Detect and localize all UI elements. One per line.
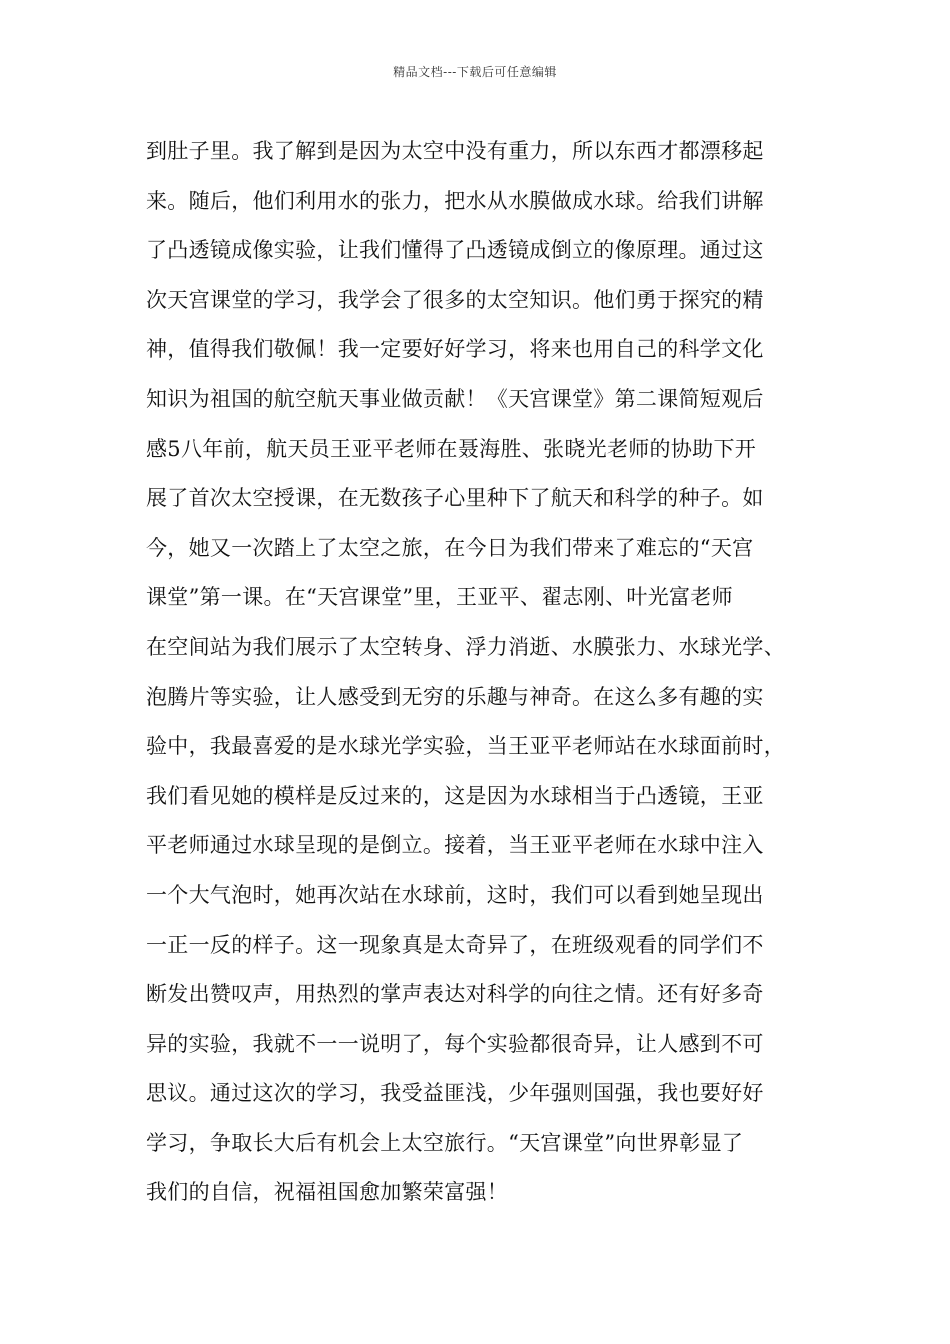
text-line: 了凸透镜成像实验，让我们懂得了凸透镜成倒立的像原理。通过这 <box>146 238 764 263</box>
text-line: 神，值得我们敬佩！我一定要好好学习，将来也用自己的科学文化 <box>146 337 764 362</box>
text-line: 泡腾片等实验，让人感受到无穷的乐趣与神奇。在这么多有趣的实 <box>146 684 764 709</box>
page-header: 精品文档---下载后可任意编辑 <box>393 65 557 79</box>
text-line: 我们看见她的模样是反过来的，这是因为水球相当于凸透镜，王亚 <box>146 783 764 808</box>
text-line: 课堂”第一课。在“天宫课堂”里，王亚平、翟志刚、叶光富老师 <box>146 585 733 610</box>
text-line: 感5八年前，航天员王亚平老师在聂海胜、张晓光老师的协助下开 <box>146 436 757 461</box>
text-line: 到肚子里。我了解到是因为太空中没有重力，所以东西才都漂移起 <box>146 139 764 163</box>
text-line: 来。随后，他们利用水的张力，把水从水膜做成水球。给我们讲解 <box>146 188 764 213</box>
text-line: 次天宫课堂的学习，我学会了很多的太空知识。他们勇于探究的精 <box>146 287 764 312</box>
text-line: 断发出赞叹声，用热烈的掌声表达对科学的向往之情。还有好多奇 <box>146 982 764 1007</box>
text-line: 在空间站为我们展示了太空转身、浮力消逝、水膜张力、水球光学、 <box>146 634 785 659</box>
text-line: 我们的自信，祝福祖国愈加繁荣富强！ <box>146 1180 509 1205</box>
text-line: 学习，争取长大后有机会上太空旅行。“天宫课堂”向世界彰显了 <box>146 1130 744 1155</box>
text-line: 知识为祖国的航空航天事业做贡献！《天宫课堂》第二课简短观后 <box>146 386 764 411</box>
text-line: 一个大气泡时，她再次站在水球前，这时，我们可以看到她呈现出 <box>146 882 764 907</box>
body-text <box>146 134 826 1225</box>
text-line: 平老师通过水球呈现的是倒立。接着，当王亚平老师在水球中注入 <box>146 833 764 858</box>
text-line: 思议。通过这次的学习，我受益匪浅，少年强则国强，我也要好好 <box>146 1081 764 1106</box>
text-line: 今，她又一次踏上了太空之旅，在今日为我们带来了难忘的“天宫 <box>146 535 754 560</box>
text-line: 一正一反的样子。这一现象真是太奇异了，在班级观看的同学们不 <box>146 932 764 957</box>
text-line: 展了首次太空授课，在无数孩子心里种下了航天和科学的种子。如 <box>146 486 764 511</box>
text-line: 异的实验，我就不一一说明了，每个实验都很奇异，让人感到不可 <box>146 1031 764 1056</box>
text-line: 验中，我最喜爱的是水球光学实验，当王亚平老师站在水球面前时， <box>146 734 785 759</box>
